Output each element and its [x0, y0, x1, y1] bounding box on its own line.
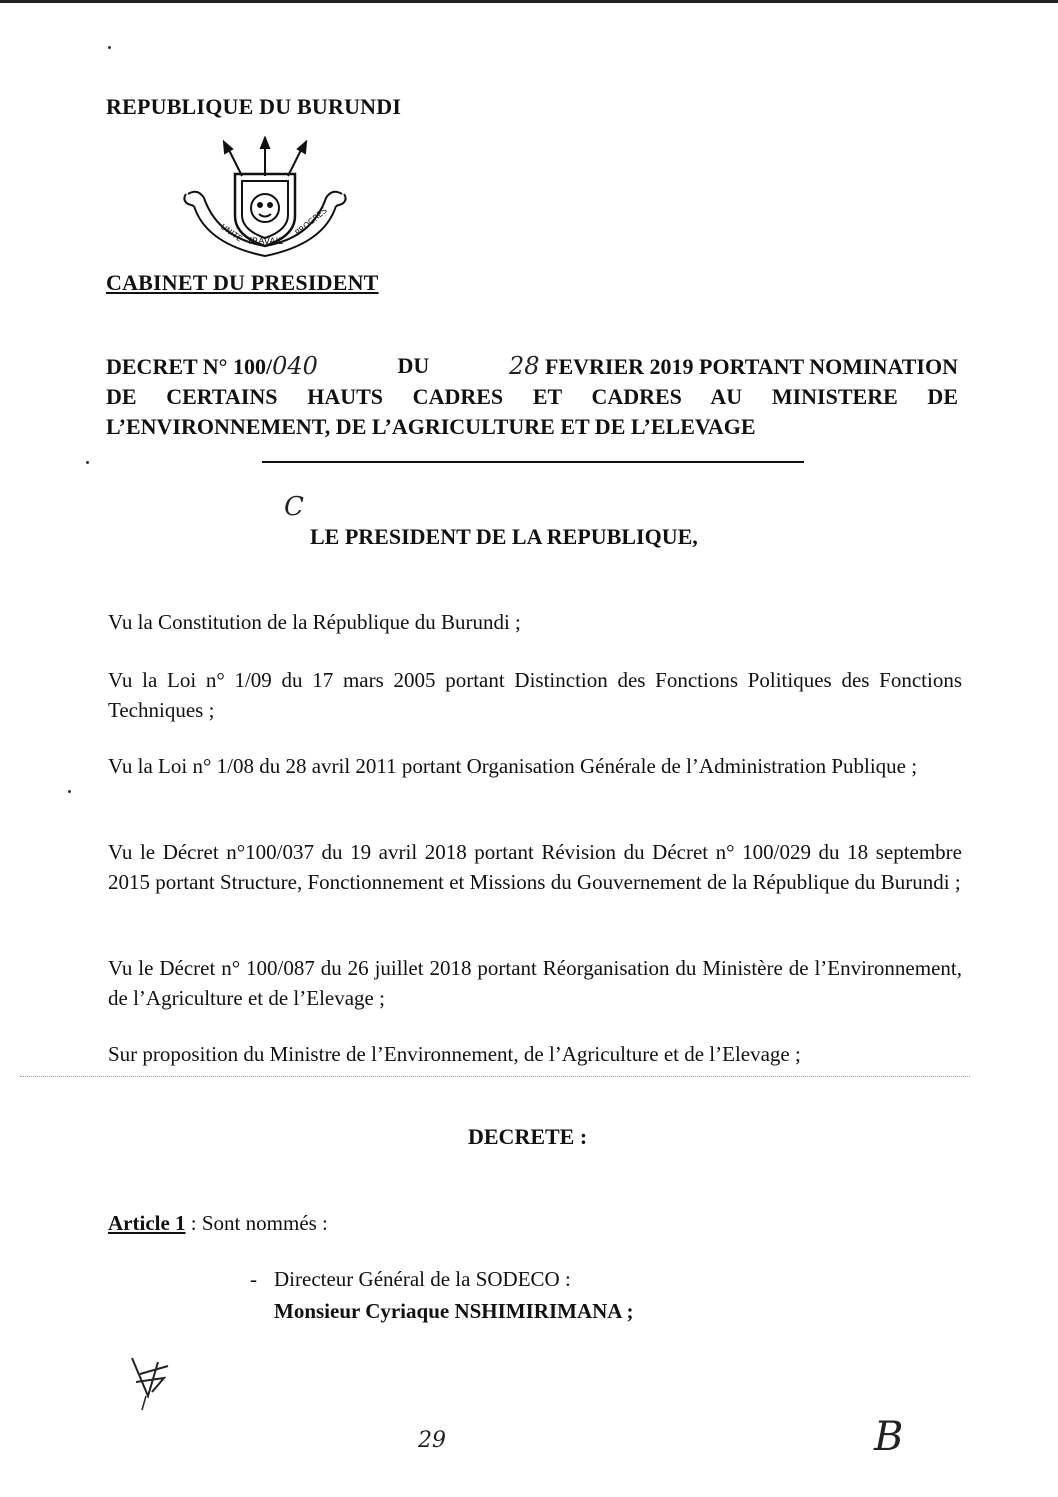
article-1	[108, 1208, 328, 1238]
visa-decret-100-087: Vu le Décret n° 100/087 du 26 juillet 2018 portant Réorganisation du Ministère de l’Environnement, de l’Agriculture et de l’Elevage ;	[108, 956, 962, 1010]
svg-text:PROGRES: PROGRES	[293, 205, 329, 238]
burundi-emblem-icon	[180, 136, 350, 262]
article-1-item-dash: -	[250, 1267, 257, 1291]
scan-speck	[108, 46, 111, 49]
dotted-scan-line	[20, 1076, 970, 1077]
visa-decret-100-037: Vu le Décret n°100/037 du 19 avril 2018 portant Révision du Décret n° 100/029 du 18 septembre 2015 portant Structure, Fonctionnement et Missions du Gouvernement de la République du Burundi ;	[108, 840, 962, 894]
handwritten-margin-mark: C	[284, 492, 304, 522]
decree-title	[106, 351, 958, 442]
handwritten-page-number: 29	[418, 1428, 446, 1453]
handwritten-initials-left-icon	[128, 1352, 178, 1412]
article-1-item-role: Directeur Général de la SODECO :	[274, 1267, 571, 1291]
proposition-ministre: Sur proposition du Ministre de l’Environnement, de l’Agriculture et de l’Elevage ;	[108, 1042, 801, 1066]
scan-speck	[68, 790, 71, 793]
title-separator	[262, 461, 804, 463]
visa-loi-1-09: Vu la Loi n° 1/09 du 17 mars 2005 portant Distinction des Fonctions Politiques des Fonctions Techniques ;	[108, 668, 962, 722]
decree-du: DU	[397, 353, 430, 378]
svg-text:TRAVAIL: TRAVAIL	[246, 237, 284, 247]
svg-text:UNITE: UNITE	[218, 222, 244, 244]
president-heading: LE PRESIDENT DE LA REPUBLIQUE,	[310, 524, 698, 549]
cabinet-heading: CABINET DU PRESIDENT	[106, 270, 379, 295]
article-1-label: Article 1	[108, 1211, 186, 1235]
article-1-item-name: Monsieur Cyriaque NSHIMIRIMANA ;	[274, 1299, 634, 1323]
scan-speck	[86, 461, 89, 464]
article-1-text: : Sont nommés :	[185, 1211, 328, 1235]
decree-date-suffix: FEVRIER 2019 PORTANT NOMINATION	[545, 354, 958, 379]
handwritten-decree-day: 28	[508, 352, 540, 380]
visa-loi-1-08: Vu la Loi n° 1/08 du 28 avril 2011 portant Organisation Générale de l’Administration Publique ;	[108, 754, 918, 778]
visa-constitution: Vu la Constitution de la République du Burundi ;	[108, 610, 521, 634]
decree-number-prefix: DECRET N° 100/	[106, 354, 273, 379]
handwritten-initial-right: B	[874, 1414, 904, 1460]
decree-title-line-3: L’ENVIRONNEMENT, DE L’AGRICULTURE ET DE L’ELEVAGE	[106, 414, 756, 439]
handwritten-decree-number: 040	[272, 352, 318, 380]
decrete-heading: DECRETE :	[468, 1124, 588, 1149]
decree-title-line-1	[106, 351, 958, 382]
page-top-edge	[0, 0, 1058, 3]
decree-title-line-2: DE CERTAINS HAUTS CADRES ET CADRES AU MINISTERE DE	[106, 384, 958, 409]
republic-heading: REPUBLIQUE DU BURUNDI	[106, 94, 402, 119]
